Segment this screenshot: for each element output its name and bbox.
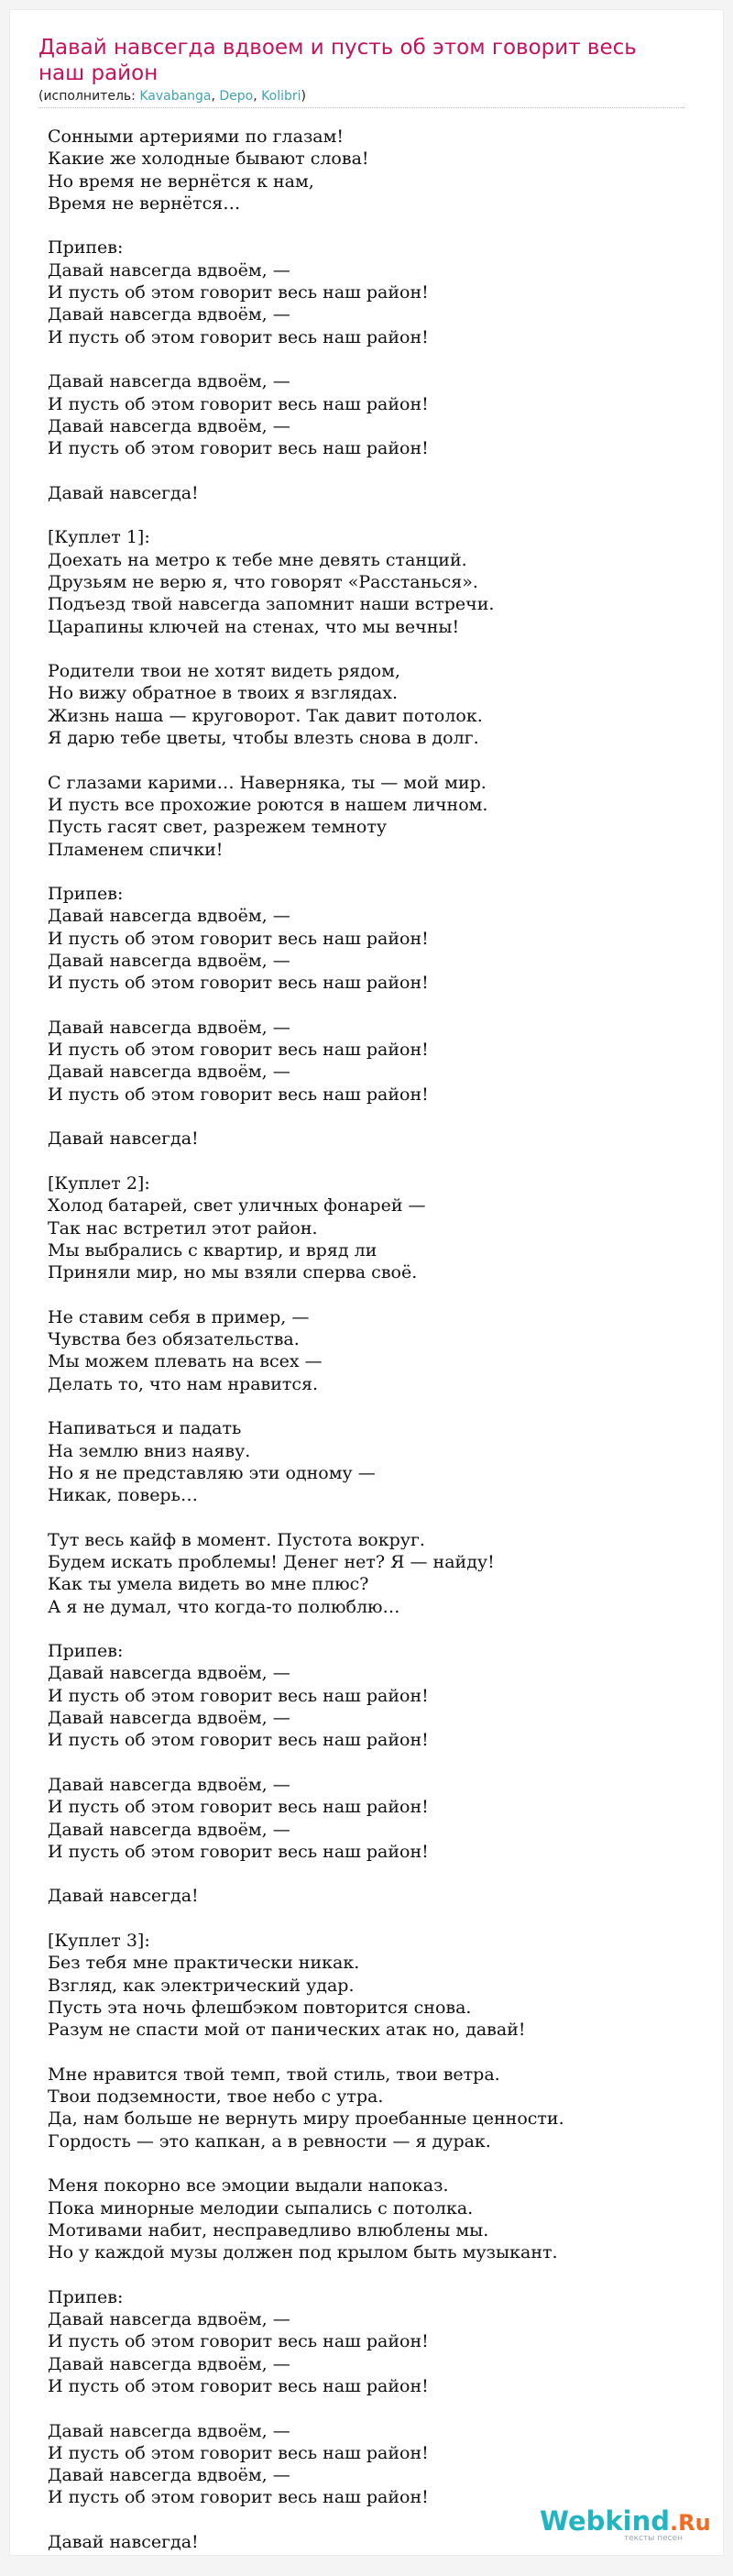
- song-title: Давай навсегда вдвоем и пусть об этом говорит весь наш район: [38, 36, 637, 85]
- lyrics-line: Припев:: [48, 884, 124, 905]
- lyrics-line: И пусть об этом говорит весь наш район!: [48, 973, 429, 994]
- lyrics-line: Пока минорные мелодии сыпались с потолка.: [48, 2197, 474, 2218]
- artist-separator: ,: [211, 89, 220, 104]
- performers-suffix: ): [301, 89, 307, 104]
- lyrics-line: Припев:: [48, 237, 124, 259]
- lyrics-line: Мотивами набит, несправедливо влюблены мы.: [48, 2219, 489, 2240]
- lyrics-line: С глазами карими… Наверняка, ты — мой мир.: [48, 772, 487, 793]
- lyrics-line: Давай навсегда вдвоём, —: [48, 415, 290, 436]
- lyrics-line: Мне нравится твой темп, твой стиль, твои ветра.: [48, 2064, 500, 2085]
- lyrics-line: Чувства без обязательства.: [48, 1329, 300, 1350]
- lyrics-line: Я дарю тебе цветы, чтобы влезть снова в долг.: [48, 728, 479, 749]
- lyrics-line: Напиваться и падать: [48, 1418, 242, 1439]
- lyrics-line: Давай навсегда вдвоём, —: [48, 1017, 290, 1038]
- logo-name: Webkind: [540, 2505, 671, 2537]
- lyrics-line: Тут весь кайф в момент. Пустота вокруг.: [48, 1529, 425, 1550]
- lyrics-line: И пусть об этом говорит весь наш район!: [48, 2487, 429, 2508]
- lyrics-stanza: [48, 2064, 707, 2152]
- lyrics-line: Будем искать проблемы! Денег нет? Я — найду!: [48, 1552, 495, 1572]
- lyrics-line: Давай навсегда!: [48, 1886, 199, 1907]
- lyrics-line: Не ставим себя в пример, —: [48, 1306, 310, 1327]
- lyrics-line: [Куплет 2]:: [48, 1172, 150, 1194]
- lyrics-line: Как ты умела видеть во мне плюс?: [48, 1574, 369, 1595]
- lyrics-line: Какие же холодные бывают слова!: [48, 149, 369, 170]
- lyrics-stanza: [48, 772, 707, 861]
- lyrics-line: И пусть об этом говорит весь наш район!: [48, 928, 429, 949]
- lyrics-stanza: [48, 1774, 707, 1863]
- lyrics-line: Но у каждой музы должен под крылом быть музыкант.: [48, 2242, 558, 2263]
- lyrics-stanza: [48, 1017, 707, 1106]
- lyrics-line: И пусть об этом говорит весь наш район!: [48, 326, 429, 347]
- lyrics-line: [Куплет 1]:: [48, 527, 150, 548]
- lyrics-stanza: [48, 1885, 707, 1907]
- lyrics-stanza: [48, 370, 707, 459]
- lyrics-line: Приняли мир, но мы взяли сперва своё.: [48, 1262, 418, 1283]
- lyrics-stanza: [48, 1417, 707, 1506]
- lyrics-line: И пусть об этом говорит весь наш район!: [48, 2331, 429, 2352]
- lyrics-stanza: [48, 237, 707, 347]
- lyrics-line: Твои подземности, твое небо с утра.: [48, 2086, 384, 2108]
- artist-link-kolibri[interactable]: Kolibri: [261, 89, 301, 104]
- lyrics-line: Так нас встретил этот район.: [48, 1217, 318, 1238]
- lyrics-stanza: [48, 883, 707, 994]
- lyrics-line: И пусть об этом говорит весь наш район!: [48, 1084, 429, 1105]
- lyrics-line: На землю вниз наяву.: [48, 1440, 251, 1461]
- webkind-logo[interactable]: [540, 2505, 711, 2551]
- lyrics-line: Давай навсегда вдвоём, —: [48, 304, 290, 325]
- lyrics-line: Никак, поверь…: [48, 1485, 198, 1506]
- lyrics-stanza: [48, 1306, 707, 1395]
- performers-line: [38, 88, 684, 108]
- lyrics-line: Гордость — это капкан, а в ревности — я дурак.: [48, 2130, 491, 2152]
- lyrics-line: Время не вернётся…: [48, 193, 241, 214]
- artist-separator: ,: [253, 89, 262, 104]
- artist-link-depo[interactable]: Depo: [219, 89, 254, 104]
- lyrics-line: И пусть об этом говорит весь наш район!: [48, 393, 429, 414]
- lyrics-line: [Куплет 3]:: [48, 1931, 150, 1952]
- lyrics-text: [48, 126, 707, 2576]
- lyrics-line: Давай навсегда вдвоём, —: [48, 2465, 290, 2486]
- lyrics-line: Припев:: [48, 1641, 124, 1662]
- lyrics-line: Меня покорно все эмоции выдали напоказ.: [48, 2175, 449, 2196]
- lyrics-line: Но время не вернётся к нам,: [48, 171, 314, 192]
- performers-prefix: (исполнитель:: [38, 89, 140, 104]
- lyrics-line: Взгляд, как электрический удар.: [48, 1975, 355, 1996]
- lyrics-line: Давай навсегда!: [48, 2532, 199, 2553]
- lyrics-stanza: [48, 1128, 707, 1150]
- lyrics-line: И пусть об этом говорит весь наш район!: [48, 282, 429, 303]
- lyrics-stanza: [48, 126, 707, 215]
- lyrics-stanza: [48, 1529, 707, 1618]
- lyrics-stanza: [48, 2420, 707, 2509]
- lyrics-stanza: [48, 1930, 707, 2041]
- lyrics-line: Давай навсегда вдвоём, —: [48, 1819, 290, 1840]
- lyrics-line: Давай навсегда вдвоём, —: [48, 2353, 290, 2374]
- lyrics-line: Пламенем спички!: [48, 839, 224, 860]
- lyrics-line: Но я не представляю эти одному —: [48, 1462, 376, 1483]
- lyrics-line: И пусть об этом говорит весь наш район!: [48, 438, 429, 459]
- lyrics-line: Давай навсегда!: [48, 482, 199, 503]
- lyrics-stanza: [48, 1640, 707, 1751]
- lyrics-line: Холод батарей, свет уличных фонарей —: [48, 1195, 426, 1216]
- lyrics-line: Жизнь наша — круговорот. Так давит потолок.: [48, 705, 483, 726]
- lyrics-line: Делать то, что нам нравится.: [48, 1373, 319, 1394]
- lyrics-line: И пусть об этом говорит весь наш район!: [48, 2375, 429, 2396]
- artist-link-kavabanga[interactable]: Kavabanga: [139, 89, 212, 104]
- lyrics-line: Сонными артериями по глазам!: [48, 127, 345, 147]
- lyrics-stanza: [48, 660, 707, 749]
- lyrics-line: Давай навсегда вдвоём, —: [48, 2420, 290, 2441]
- lyrics-stanza: [48, 2286, 707, 2397]
- lyrics-line: Давай навсегда вдвоём, —: [48, 1062, 290, 1083]
- lyrics-line: Царапины ключей на стенах, что мы вечны!: [48, 616, 460, 637]
- logo-suffix: .Ru: [670, 2510, 711, 2536]
- lyrics-line: И пусть об этом говорит весь наш район!: [48, 2442, 429, 2463]
- lyrics-line: И пусть об этом говорит весь наш район!: [48, 1040, 429, 1061]
- lyrics-line: Давай навсегда вдвоём, —: [48, 371, 290, 392]
- lyrics-stanza: [48, 482, 707, 504]
- logo-tagline: тексты песен: [623, 2534, 683, 2543]
- lyrics-line: Давай навсегда вдвоём, —: [48, 906, 290, 927]
- lyrics-line: Доехать на метро к тебе мне девять станций.: [48, 549, 467, 570]
- lyrics-line: И пусть все прохожие роются в нашем личном.: [48, 794, 488, 815]
- lyrics-line: Давай навсегда вдвоём, —: [48, 1774, 290, 1795]
- lyrics-line: Мы выбрались с квартир, и вряд ли: [48, 1239, 377, 1260]
- lyrics-line: Без тебя мне практически никак.: [48, 1953, 360, 1974]
- lyrics-line: Давай навсегда вдвоём, —: [48, 2309, 290, 2330]
- lyrics-line: Давай навсегда!: [48, 1128, 199, 1150]
- lyrics-line: Подъезд твой навсегда запомнит наши встречи.: [48, 594, 495, 615]
- lyrics-line: Пусть эта ночь флешбэком повторится снова.: [48, 1997, 472, 2018]
- lyrics-line: И пусть об этом говорит весь наш район!: [48, 1685, 429, 1706]
- lyrics-line: Разум не спасти мой от панических атак но, давай!: [48, 2020, 526, 2041]
- lyrics-line: Друзьям не верю я, что говорят «Расстанься».: [48, 571, 478, 592]
- lyrics-line: И пусть об этом говорит весь наш район!: [48, 1841, 429, 1862]
- lyrics-line: Давай навсегда вдвоём, —: [48, 1663, 290, 1684]
- lyrics-stanza: [48, 2174, 707, 2263]
- lyrics-line: Да, нам больше не вернуть миру проебанные ценности.: [48, 2108, 564, 2130]
- lyrics-line: Припев:: [48, 2286, 124, 2307]
- lyrics-line: И пусть об этом говорит весь наш район!: [48, 1730, 429, 1751]
- lyrics-stanza: [48, 1172, 707, 1283]
- lyrics-line: А я не думал, что когда-то полюблю…: [48, 1596, 400, 1617]
- lyrics-line: Мы можем плевать на всех —: [48, 1351, 323, 1372]
- song-header: [38, 35, 684, 108]
- lyrics-line: Пусть гасят свет, разрежем темноту: [48, 817, 388, 838]
- lyrics-line: Давай навсегда вдвоём, —: [48, 950, 290, 971]
- lyrics-line: Родители твои не хотят видеть рядом,: [48, 661, 400, 682]
- lyrics-line: Давай навсегда вдвоём, —: [48, 259, 290, 281]
- lyrics-stanza: [48, 526, 707, 637]
- page-container: [9, 9, 724, 2556]
- lyrics-line: И пусть об этом говорит весь наш район!: [48, 1797, 429, 1818]
- lyrics-line: Давай навсегда вдвоём, —: [48, 1708, 290, 1729]
- lyrics-line: Но вижу обратное в твоих я взглядах.: [48, 683, 399, 704]
